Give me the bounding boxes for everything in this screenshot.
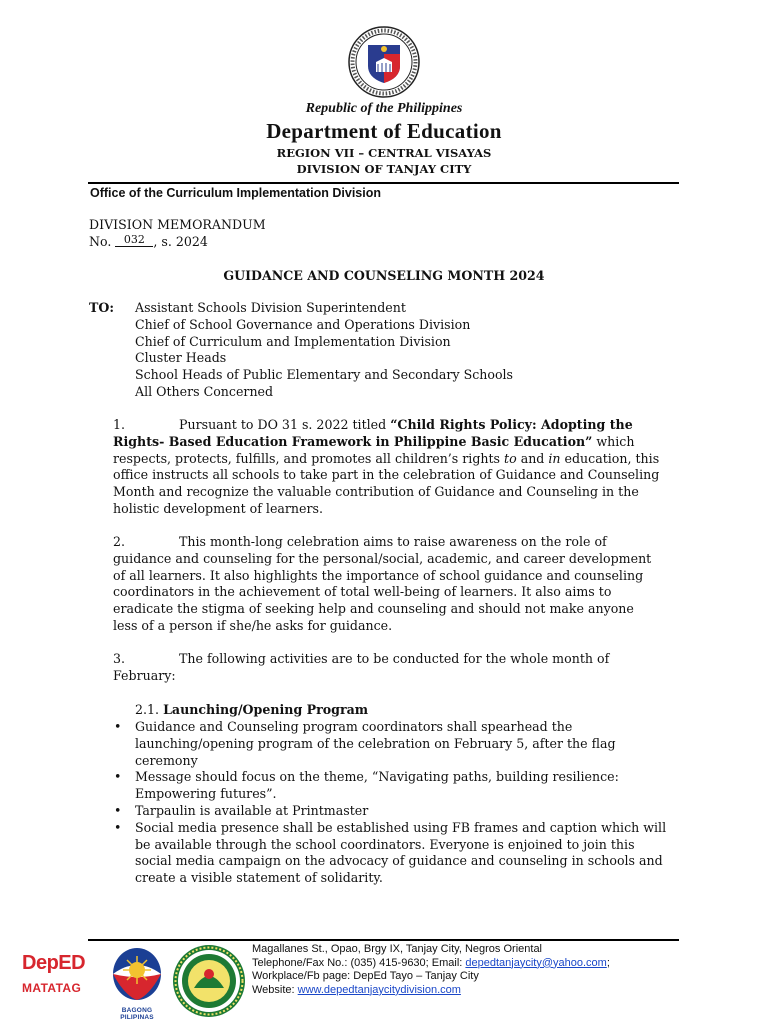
paragraph-2: 2. This month-long celebration aims to raise awareness on the role of guidance and counseling for the personal/social, academic, and career development of all learners. It also highlights the importance of school guidance and counseling coordinators in the achievement of total well-being of learners. It also aims to eradicate the stigma of seeking help and counseling and should not make anyone less of a person if she/he asks for guidance. bbox=[113, 534, 652, 633]
recipient-item: School Heads of Public Elementary and Secondary Schools bbox=[135, 367, 514, 383]
division-line: DIVISION OF TANJAY CITY bbox=[296, 162, 472, 176]
bullet-item: • Guidance and Counseling program coordinators shall spearhead the launching/opening program of the celebration on February 5, after the flag ceremony bbox=[111, 719, 671, 769]
footer-website: Website: www.depedtanjaycitydivision.com bbox=[252, 983, 461, 996]
deped-seal-logo bbox=[348, 26, 420, 98]
footer-divider bbox=[88, 939, 679, 941]
recipient-item: Cluster Heads bbox=[135, 350, 227, 366]
to-label: TO: bbox=[89, 300, 114, 315]
deped-matatag-logo bbox=[22, 952, 96, 1012]
paragraph-1-number: 1. bbox=[113, 417, 126, 432]
region-line: REGION VII – CENTRAL VISAYAS bbox=[276, 146, 492, 160]
department-line: Department of Education bbox=[266, 119, 502, 143]
bullet-item: • Tarpaulin is available at Printmaster bbox=[111, 803, 671, 820]
footer-website-link[interactable]: www.depedtanjaycitydivision.com bbox=[297, 983, 461, 996]
division-seal-logo bbox=[172, 944, 246, 1018]
deped-wordmark: DepED bbox=[22, 952, 86, 974]
bagong-pilipinas-wordmark: BAGONG PILIPINAS bbox=[120, 1007, 154, 1021]
memo-type: DIVISION MEMORANDUM bbox=[89, 217, 266, 232]
footer-contact bbox=[252, 943, 692, 997]
paragraph-1: 1. Pursuant to DO 31 s. 2022 titled “Child Rights Policy: Adopting the Rights- Based Education Framework in Philippine Basic Education” which respects, protects, fulfills, and promotes all children’s rights to and in education, this office instructs all schools to take part in the celebration of Guidance and Counseling Month and recognize the valuable contribution of Guidance and Counseling in the holistic development of learners. bbox=[113, 417, 660, 516]
subsection-heading: 2.1. Launching/Opening Program bbox=[135, 702, 369, 717]
republic-line: Republic of the Philippines bbox=[305, 101, 463, 116]
bagong-pilipinas-logo bbox=[104, 946, 170, 1021]
paragraph-2-number: 2. bbox=[113, 534, 126, 549]
footer-fb-page: Workplace/Fb page: DepEd Tayo – Tanjay City bbox=[252, 970, 479, 983]
footer-telephone: Telephone/Fax No.: (035) 415-9630; Email: depedtanjaycity@yahoo.com; bbox=[252, 956, 610, 969]
recipient-item: Assistant Schools Division Superintendent bbox=[135, 300, 406, 315]
bullet-item: • Message should focus on the theme, “Navigating paths, building resilience: Empowering futures”. bbox=[111, 769, 671, 803]
office-name: Office of the Curriculum Implementation Division bbox=[90, 186, 382, 200]
footer-address: Magallanes St., Opao, Brgy IX, Tanjay City, Negros Oriental bbox=[252, 943, 543, 955]
activity-bullets bbox=[111, 719, 671, 887]
memo-title: GUIDANCE AND COUNSELING MONTH 2024 bbox=[223, 268, 545, 283]
recipient-list bbox=[135, 300, 513, 401]
recipient-item: All Others Concerned bbox=[135, 383, 274, 399]
bullet-item: • Social media presence shall be established using FB frames and caption which will be available through the school coordinators. Everyone is enjoined to join this social media campaign on the advocacy of guidance and counseling in schools and create a visible statement of solidarity. bbox=[111, 820, 671, 887]
paragraph-3: 3. The following activities are to be conducted for the whole month of February: bbox=[113, 651, 610, 683]
recipient-item: Chief of School Governance and Operations Division bbox=[135, 316, 471, 332]
recipient-item: Chief of Curriculum and Implementation Division bbox=[135, 333, 451, 349]
memo-number: No. 032 , s. 2024 bbox=[89, 233, 208, 249]
paragraph-3-number: 3. bbox=[113, 651, 126, 666]
memo-number-value: 032 bbox=[115, 234, 153, 247]
header-divider bbox=[88, 182, 679, 184]
matatag-wordmark: MATATAG bbox=[22, 981, 82, 995]
footer-email-link[interactable]: depedtanjaycity@yahoo.com bbox=[465, 956, 607, 969]
